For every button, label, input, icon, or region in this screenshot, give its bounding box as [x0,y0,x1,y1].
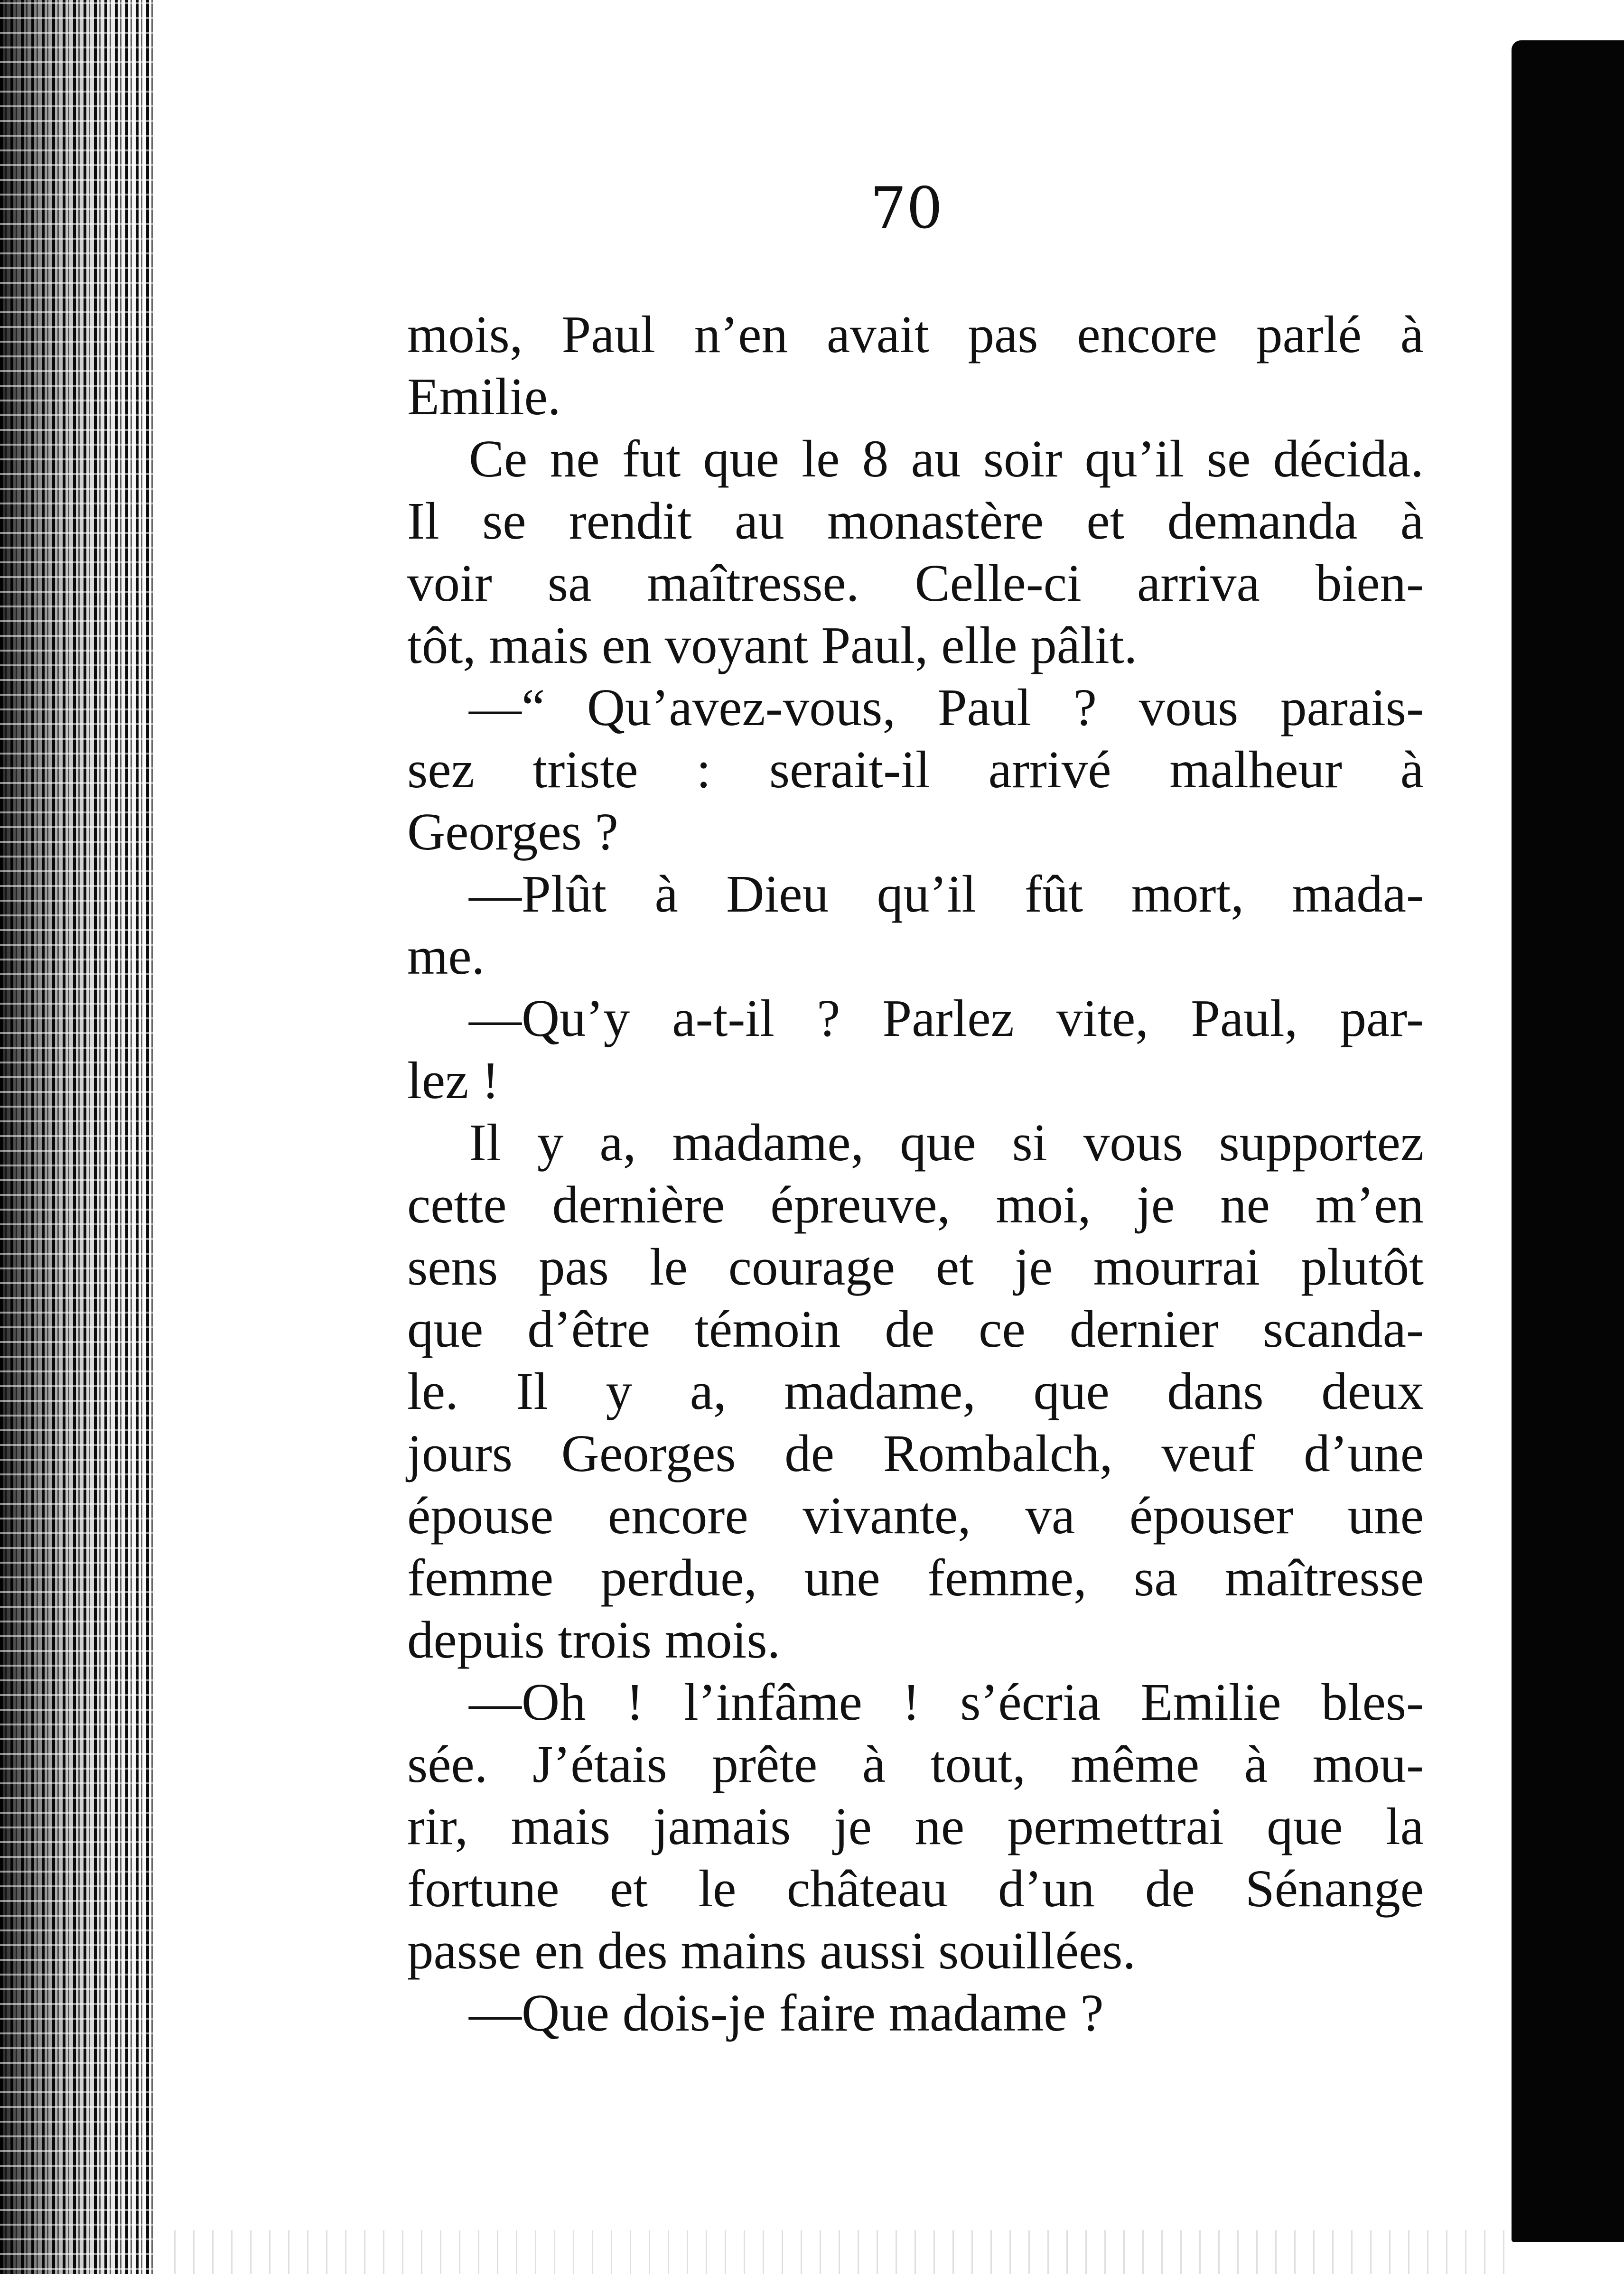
right-page-edge [1512,40,1624,2242]
text-line: Il y a, madame, que si vous supportez [469,1114,1424,1172]
text-line: passe en des mains aussi souillées. [407,1922,1136,1980]
text-line: depuis trois mois. [407,1611,781,1669]
text-line: Il se rendit au monastère et demanda à [407,492,1424,550]
text-line: Emilie. [407,368,561,426]
text-line: voir sa maîtresse. Celle-ci arriva bien- [407,554,1424,613]
text-line: —Plût à Dieu qu’il fût mort, mada- [469,865,1424,923]
text-line: mois, Paul n’en avait pas encore parlé à [407,306,1424,364]
body-text [407,304,1424,2044]
scan-speck [1599,2178,1607,2186]
text-line: sez triste : serait-il arrivé malheur à [407,741,1424,799]
binding-gutter-noise [0,0,171,2274]
text-line: —Oh ! l’infâme ! s’écria Emilie bles- [469,1673,1424,1732]
text-line: me. [407,927,485,986]
text-line: épouse encore vivante, va épouser une [407,1487,1424,1545]
text-line: rir, mais jamais je ne permettrai que la [407,1798,1424,1856]
text-line: que d’être témoin de ce dernier scanda- [407,1300,1424,1359]
text-line: tôt, mais en voyant Paul, elle pâlit. [407,616,1138,675]
text-line: femme perdue, une femme, sa maîtresse [407,1549,1424,1607]
page-number: 70 [870,176,943,242]
text-line: —“ Qu’avez-vous, Paul ? vous parais- [469,679,1424,737]
text-line: lez ! [407,1052,500,1110]
text-line: jours Georges de Rombalch, veuf d’une [407,1425,1424,1483]
text-line: Georges ? [407,803,618,861]
text-line: sée. J’étais prête à tout, même à mou- [407,1735,1424,1794]
text-line: —Qu’y a-t-il ? Parlez vite, Paul, par- [469,989,1424,1048]
text-line: le. Il y a, madame, que dans deux [407,1362,1424,1421]
bottom-scan-noise [157,2230,1514,2274]
text-line: Ce ne fut que le 8 au soir qu’il se décida. [469,430,1424,488]
text-line: sens pas le courage et je mourrai plutôt [407,1238,1424,1296]
text-line: cette dernière épreuve, moi, je ne m’en [407,1176,1424,1234]
text-line: fortune et le château d’un de Sénange [407,1860,1424,1918]
text-line: —Que dois-je faire madame ? [469,1984,1104,2042]
